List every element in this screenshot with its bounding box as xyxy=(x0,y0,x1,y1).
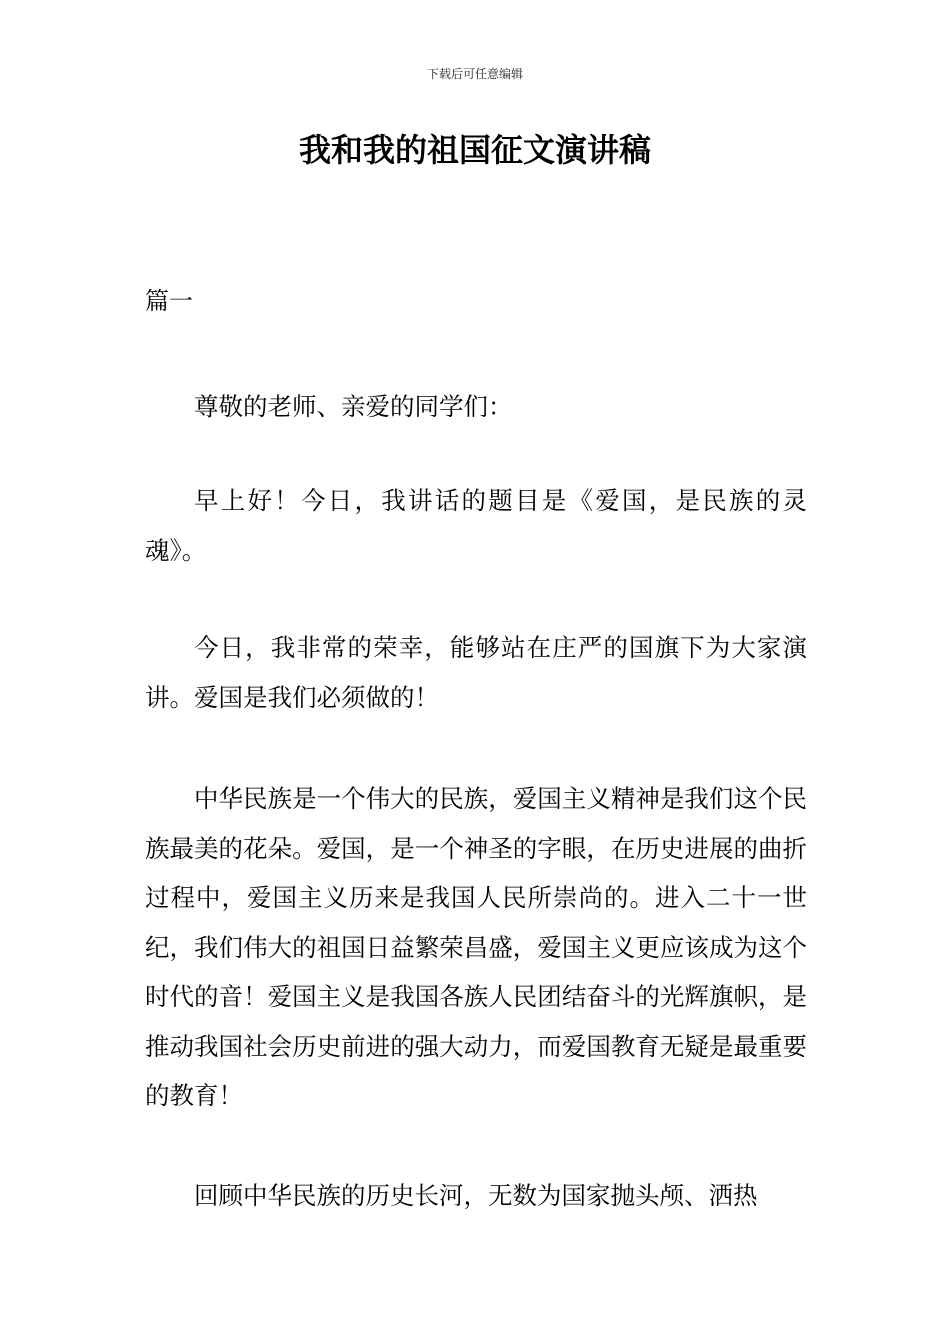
paragraph-history: 回顾中华民族的历史长河，无数为国家抛头颅、洒热 xyxy=(194,1181,758,1210)
paragraph-topic: 早上好！今日，我讲话的题目是《爱国，是民族的灵魂》。 xyxy=(145,486,807,565)
section-label: 篇一 xyxy=(145,287,193,315)
paragraph-intro: 今日，我非常的荣幸，能够站在庄严的国旗下为大家演讲。爱国是我们必须做的！ xyxy=(145,633,807,712)
paragraph-patriotism: 中华民族是一个伟大的民族，爱国主义精神是我们这个民族最美的花朵。爱国，是一个神圣的字眼，在历史进展的曲折过程中，爱国主义历来是我国人民所崇尚的。进入二十一世纪，我们伟大的祖国日益繁荣昌盛，爱国主义更应该成为这个时代的音！爱国主义是我国各族人民团结奋斗的光辉旗帜，是推动我国社会历史前进的强大动力，而爱国教育无疑是最重要的教育！ xyxy=(145,784,807,1110)
document-title: 我和我的祖国征文演讲稿 xyxy=(298,131,651,169)
paragraph-greeting: 尊敬的老师、亲爱的同学们： xyxy=(194,392,513,421)
header-note: 下载后可任意编辑 xyxy=(426,67,523,81)
